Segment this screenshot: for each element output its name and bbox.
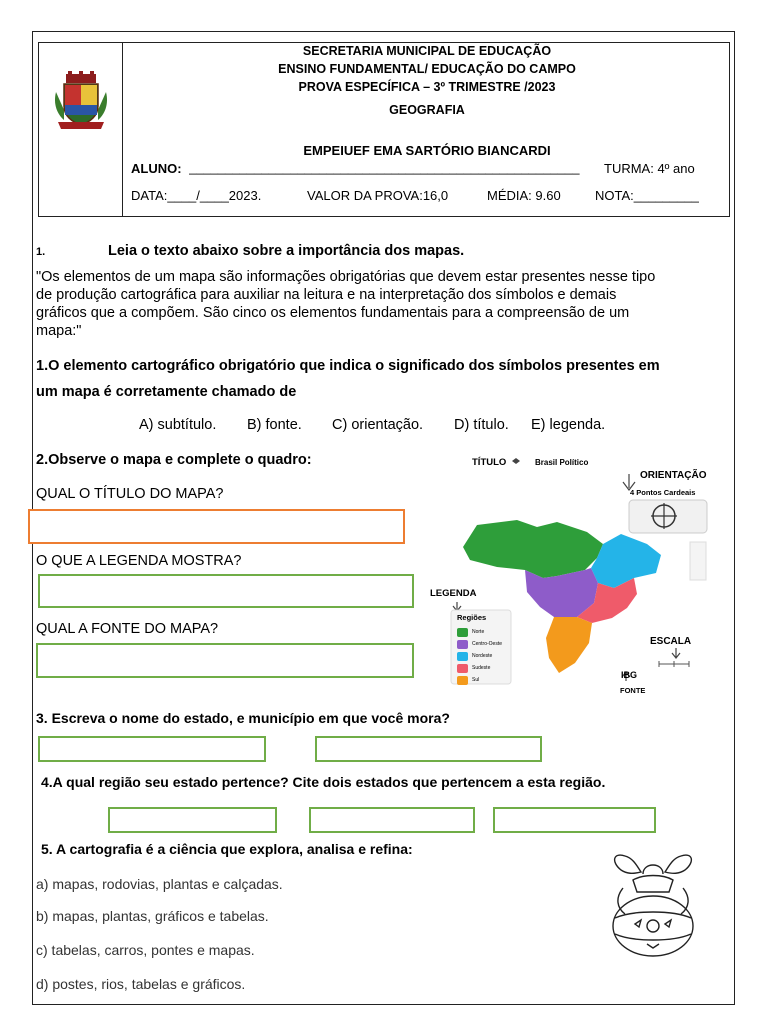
- brazil-political-map: [425, 452, 725, 697]
- header-line1: SECRETARIA MUNICIPAL DE EDUCAÇÃO: [302, 44, 552, 58]
- q4-answer-estado-1[interactable]: [309, 807, 475, 833]
- map-fonte-label: FONTE: [620, 686, 646, 695]
- map-legend-list: [457, 626, 509, 686]
- media: MÉDIA: 9.60: [487, 188, 561, 203]
- map-title: Brasil Político: [535, 458, 589, 467]
- header-school: EMPEIUEF EMA SARTÓRIO BIANCARDI: [303, 143, 551, 158]
- q1-option-c[interactable]: C) orientação.: [332, 417, 424, 433]
- intro-line-2: de produção cartográfica para auxiliar na leitura e na interpretação dos símbolos e demais: [36, 287, 617, 303]
- q5-text: 5. A cartografia é a ciência que explora, analisa e refina:: [41, 841, 413, 857]
- data-field[interactable]: DATA:____/____2023.: [131, 188, 262, 203]
- map-escala-label: ESCALA: [650, 636, 692, 647]
- q2-prompt-titulo: QUAL O TÍTULO DO MAPA?: [36, 486, 224, 502]
- q4-answer-regiao[interactable]: [108, 807, 277, 833]
- q1-option-a[interactable]: A) subtítulo.: [139, 417, 217, 433]
- valor-prova: VALOR DA PROVA:16,0: [307, 188, 449, 203]
- q1-line2: um mapa é corretamente chamado de: [36, 384, 297, 400]
- municipal-seal-icon: [52, 70, 110, 132]
- q5-option-b[interactable]: b) mapas, plantas, gráficos e tabelas.: [36, 908, 269, 924]
- legend-item-nordeste: [457, 650, 509, 662]
- intro-line-1: "Os elementos de um mapa são informações obrigatórias que devem estar presentes nesse tipo: [36, 269, 656, 285]
- header-divider: [122, 42, 123, 217]
- legend-item-centro-oeste: [457, 638, 509, 650]
- intro-number: 1.: [36, 246, 46, 258]
- legend-item-sudeste: [457, 662, 509, 674]
- legend-item-sul: [457, 674, 509, 686]
- q3-answer-estado[interactable]: [38, 736, 266, 762]
- legend-item-norte: [457, 626, 509, 638]
- q4-text: 4.A qual região seu estado pertence? Cite dois estados que pertencem a esta região.: [41, 774, 606, 790]
- q2-answer-legenda[interactable]: [38, 574, 414, 608]
- header-line2: ENSINO FUNDAMENTAL/ EDUCAÇÃO DO CAMPO: [278, 62, 576, 76]
- q2-answer-titulo[interactable]: [28, 509, 405, 544]
- q1-option-b[interactable]: B) fonte.: [247, 417, 302, 433]
- intro-line-4: mapa:": [36, 323, 82, 339]
- q5-option-d[interactable]: d) postes, rios, tabelas e gráficos.: [36, 976, 246, 992]
- map-source-logo: IBG: [621, 670, 638, 680]
- aluno-label: ALUNO:: [131, 161, 182, 176]
- legend-swatch: [457, 664, 468, 673]
- intro-line-3: gráficos que a compõem. São cinco os elementos fundamentais para a compreensão de um: [36, 305, 630, 321]
- legend-swatch: [457, 652, 468, 661]
- legend-swatch: [457, 628, 468, 637]
- q3-answer-municipio[interactable]: [315, 736, 542, 762]
- legend-label: Sul: [472, 677, 480, 683]
- header-line3: PROVA ESPECÍFICA – 3º TRIMESTRE /2023: [298, 80, 556, 94]
- christmas-ornament-icon: [603, 852, 703, 960]
- q5-option-c[interactable]: c) tabelas, carros, pontes e mapas.: [36, 942, 255, 958]
- map-titulo-label: TÍTULO: [472, 457, 507, 468]
- aluno-line[interactable]: ______________________________________________________: [189, 160, 580, 175]
- q1-option-d[interactable]: D) título.: [454, 417, 509, 433]
- q4-answer-estado-2[interactable]: [493, 807, 656, 833]
- map-legenda-label: LEGENDA: [430, 588, 477, 599]
- nota-field[interactable]: NOTA:_________: [595, 188, 699, 203]
- q1-line1: 1.O elemento cartográfico obrigatório que indica o significado dos símbolos presentes em: [36, 358, 660, 374]
- q5-option-a[interactable]: a) mapas, rodovias, plantas e calçadas.: [36, 876, 283, 892]
- intro-title: Leia o texto abaixo sobre a importância dos mapas.: [108, 243, 465, 259]
- legend-label: Sudeste: [472, 665, 491, 671]
- header-subject: GEOGRAFIA: [389, 103, 465, 117]
- legend-label: Centro-Oeste: [472, 641, 503, 647]
- q3-text: 3. Escreva o nome do estado, e município em que você mora?: [36, 710, 450, 726]
- q2-answer-fonte[interactable]: [36, 643, 414, 678]
- legend-swatch: [457, 640, 468, 649]
- q2-prompt-legenda: O QUE A LEGENDA MOSTRA?: [36, 553, 242, 569]
- q2-title: 2.Observe o mapa e complete o quadro:: [36, 452, 312, 468]
- map-regioes-title: Regiões: [457, 613, 487, 622]
- map-orientacao-sub: 4 Pontos Cardeais: [630, 488, 696, 497]
- turma: TURMA: 4º ano: [604, 161, 695, 176]
- legend-label: Norte: [472, 629, 485, 635]
- legend-label: Nordeste: [472, 653, 493, 659]
- legend-swatch: [457, 676, 468, 685]
- q2-prompt-fonte: QUAL A FONTE DO MAPA?: [36, 621, 219, 637]
- q1-option-e[interactable]: E) legenda.: [531, 417, 606, 433]
- map-orientacao-label: ORIENTAÇÃO: [640, 470, 707, 481]
